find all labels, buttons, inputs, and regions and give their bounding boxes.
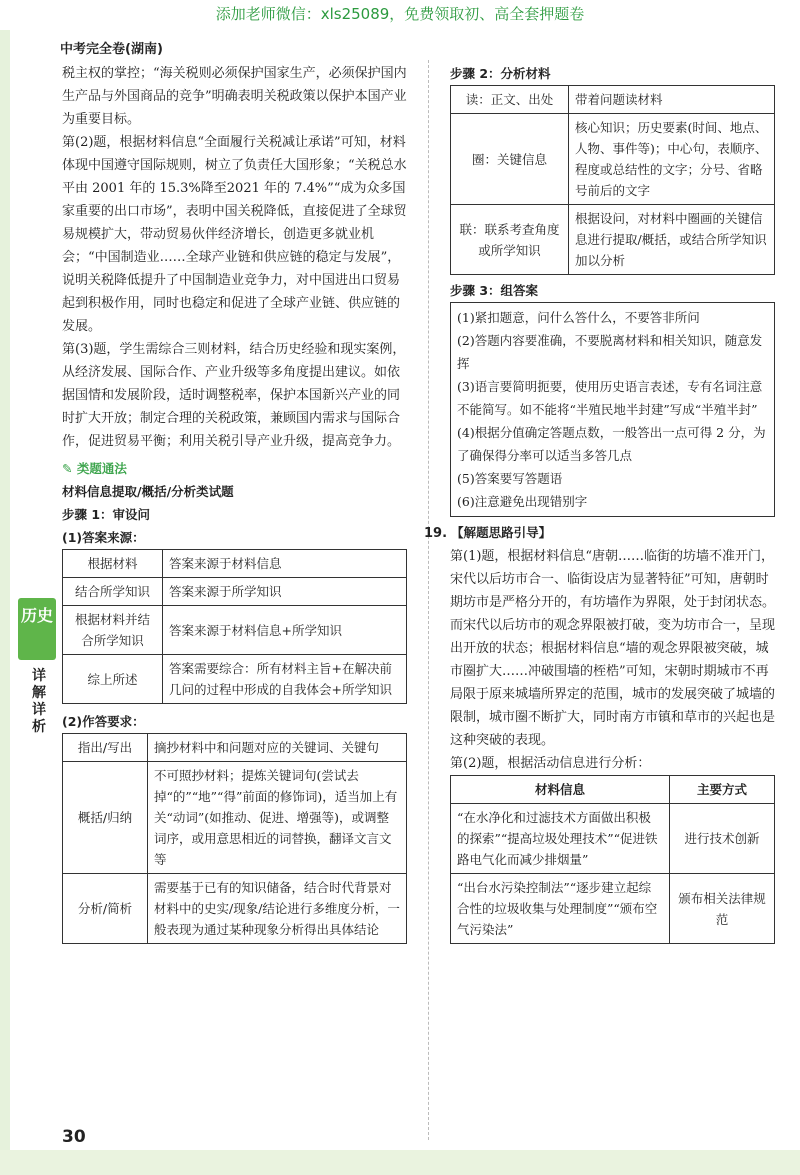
table-row: 联：联系考查角度或所学知识 根据设问，对材料中圈画的关键信息进行提取/概括，或结合所学知识加以分析 [451, 205, 775, 275]
table-row: 读：正文、出处 带着问题读材料 [451, 86, 775, 114]
list-item: (6)注意避免出现错别字 [457, 494, 588, 509]
edit-icon: ✎ [62, 461, 77, 476]
table-row: 根据材料 答案来源于材料信息 [63, 550, 407, 578]
step1-title: 步骤 1：审设问 [62, 507, 151, 522]
activity-table [450, 775, 775, 944]
list-item: (5)答案要写答题语 [457, 471, 563, 486]
analyze-material-table [450, 85, 775, 275]
page-number: 30 [62, 1127, 86, 1147]
question-19-heading [424, 521, 775, 545]
q19-paragraph-1: 第(1)题，根据材料信息“唐朝……临街的坊墙不准开门，宋代以后坊市合一、临街设店为显著特征”可知，唐朝时期坊市是严格分开的，有坊墙作为界限，处于封闭状态。而宋代以后坊市的观念界限被打破，变为坊市合一，呈现出开放的状态；根据材料信息“墙的观念界限被突破，城市圈扩大……冲破围墙的桎梏”可知，宋朝时期城市不再局限于原来城墙所界定的范围，城市的发展突破了城墙的限制，城市圈不断扩大，同时南方市镇和草市的兴起也是这种突破的表现。 [450, 549, 776, 748]
table-row: 分析/简析 需要基于已有的知识储备，结合时代背景对材料中的史实/现象/结论进行多维度分析，一般表现为通过某种现象分析得出具体结论 [63, 874, 407, 944]
column-divider [428, 60, 429, 1140]
table-header-row: 材料信息 主要方式 [451, 776, 775, 804]
top-banner: 添加老师微信：xls25089，免费领取初、高全套押题卷 [215, 5, 585, 23]
list-item: (1)紧扣题意，问什么答什么，不要答非所问 [457, 310, 700, 325]
left-column [62, 62, 407, 944]
paragraph-1: 税主权的掌控；“海关税则必须保护国家生产，必须保护国内生产品与外国商品的竞争”明确表明关税政策以保护本国产业为重要目标。 [62, 66, 407, 127]
table-row: 圈：关键信息 核心知识；历史要素(时间、地点、人物、事件等)；中心句，表顺序、程度或总结性的文字；分号、省略号前后的文字 [451, 114, 775, 205]
paragraph-3: 第(3)题，学生需综合三则材料，结合历史经验和现实案例，从经济发展、国际合作、产业升级等多角度提出建议。如依据国情和发展阶段，适时调整税率，保护本国新兴产业的同时扩大开放；制定合理的关税政策，兼顾国内需求与国际合作，促进贸易平衡；利用关税引导产业升级，提高竞争力。 [62, 342, 406, 449]
step3-title: 步骤 3：组答案 [450, 283, 539, 298]
question-title: 【解题思路引导】 [451, 525, 552, 540]
table-row: 指出/写出 摘抄材料中和问题对应的关键词、关键句 [63, 734, 407, 762]
answer-requirements-table [62, 733, 407, 944]
page-header: 中考完全卷(湖南) [60, 42, 163, 57]
answer-source-title: (1)答案来源： [62, 530, 145, 545]
answer-source-table [62, 549, 407, 704]
table-row: 根据材料并结合所学知识 答案来源于材料信息+所学知识 [63, 606, 407, 655]
section-title: ✎ 类题通法 [62, 461, 127, 476]
step2-title: 步骤 2：分析材料 [450, 66, 551, 81]
bottom-strip [0, 1150, 800, 1175]
table-row: “在水净化和过滤技术方面做出积极的探索”“提高垃圾处理技术”“促进铁路电气化而减少排烟量” 进行技术创新 [451, 804, 775, 874]
left-margin-strip [0, 30, 10, 1160]
question-number: 19. [424, 526, 448, 541]
table-row: “出台水污染控制法”“逐步建立起综合性的垃圾收集与处理制度”“颁布空气污染法” 颁布相关法律规范 [451, 874, 775, 944]
paragraph-2: 第(2)题，根据材料信息“全面履行关税减让承诺”可知，材料体现中国遵守国际规则，树立了负责任大国形象；“关税总水平由 2001 年的 15.3%降至2021 年的 7.4%”“成为众多国家重要的出口市场”，表明中国关税降低，直接促进了全球贸易规模扩大，带动贸易伙伴经济增长，创造更多就业机会；“中国制造业……全球产业链和供应链的稳定与发展”，说明关税降低提升了中国制造业竞争力，对中国进出口贸易起到积极作用，同时也稳定和促进了全球产业链、供应链的发展。 [62, 135, 407, 334]
list-item: (2)答题内容要准确，不要脱离材料和相关知识，随意发挥 [457, 333, 763, 371]
table-row: 结合所学知识 答案来源于所学知识 [63, 578, 407, 606]
table-row: 概括/归纳 不可照抄材料；提炼关键词句(尝试去掉“的”“地”“得”前面的修饰词)，适当加上有关“动词”(如推动、促进、增强等)，或调整词序，或用意思相近的词替换，翻译文言文等 [63, 762, 407, 874]
table-row: 综上所述 答案需要综合：所有材料主旨+在解决前几问的过程中形成的自我体会+所学知识 [63, 655, 407, 704]
answer-requirements-title: (2)作答要求： [62, 714, 145, 729]
q19-paragraph-2: 第(2)题，根据活动信息进行分析： [450, 756, 651, 771]
list-item: (4)根据分值确定答题点数，一般答出一点可得 2 分，为了确保得分率可以适当多答几点 [457, 425, 766, 463]
side-label: 详解详析 [32, 668, 46, 735]
subject-tab: 历史 [18, 598, 56, 660]
right-column [424, 62, 776, 944]
section-subtitle: 材料信息提取/概括/分析类试题 [62, 484, 234, 499]
list-item: (3)语言要简明扼要，使用历史语言表述，专有名词注意不能简写。如不能将“半殖民地半封建”写成“半殖半封” [457, 379, 763, 417]
compose-answer-box [450, 302, 775, 517]
